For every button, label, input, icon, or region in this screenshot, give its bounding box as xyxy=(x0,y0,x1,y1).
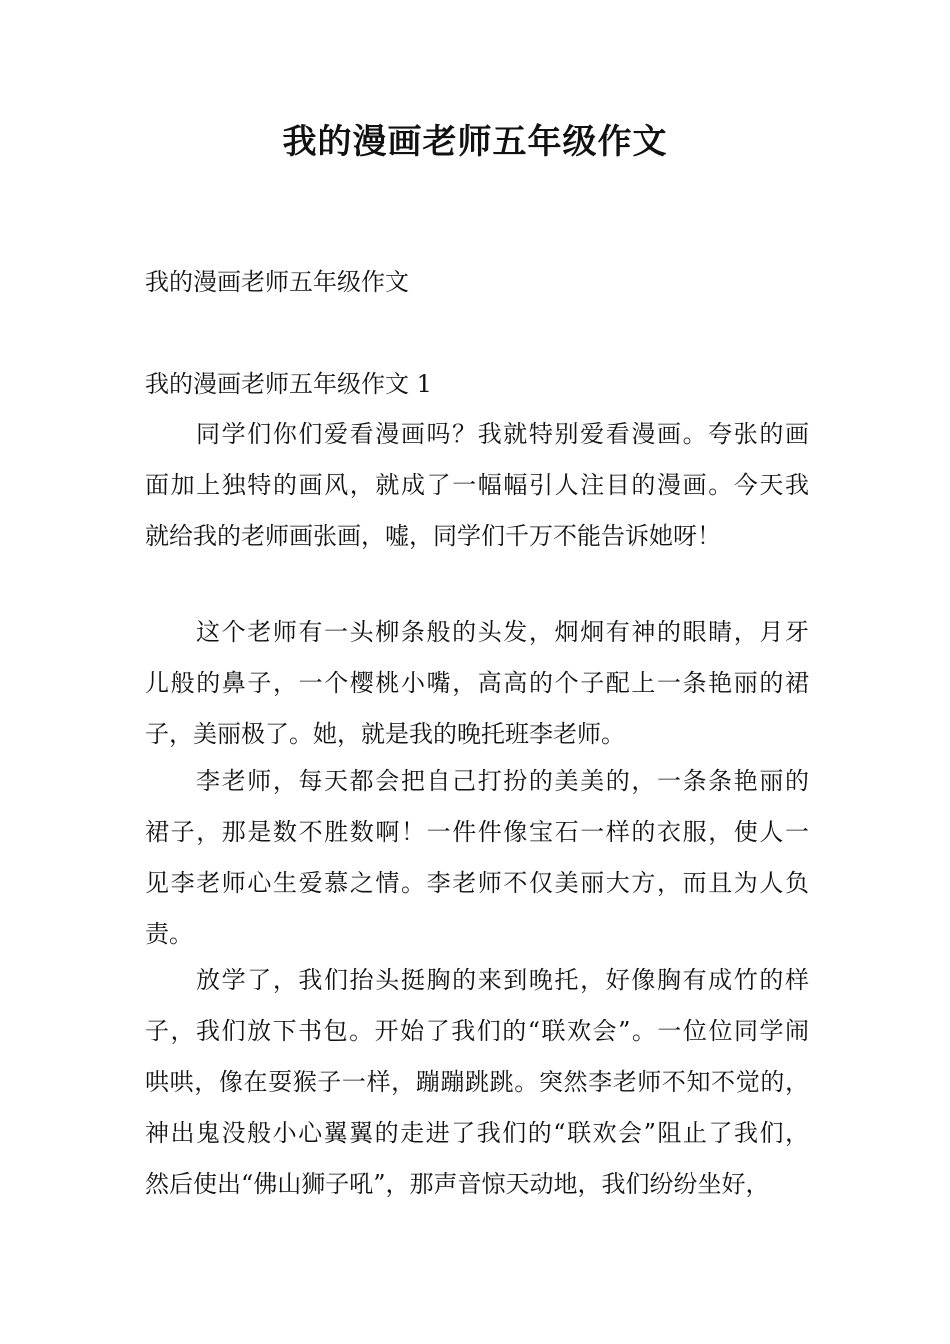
paragraph-line: 就给我的老师画张画，嘘，同学们千万不能告诉她呀！ xyxy=(145,522,721,550)
paragraph-line: 面加上独特的画风，就成了一幅幅引人注目的漫画。今天我 xyxy=(145,471,809,499)
paragraph-line: 哄哄，像在耍猴子一样，蹦蹦跳跳。突然李老师不知不觉的， xyxy=(145,1068,809,1096)
paragraph-line: 儿般的鼻子，一个樱桃小嘴，高高的个子配上一条艳丽的裙 xyxy=(145,669,809,697)
paragraph-line: 裙子，那是数不胜数啊！一件件像宝石一样的衣服，使人一 xyxy=(145,818,809,846)
document-subtitle: 我的漫画老师五年级作文 xyxy=(145,268,409,296)
section-heading: 我的漫画老师五年级作文 1 xyxy=(145,370,432,398)
paragraph-line: 责。 xyxy=(145,920,193,948)
paragraph-line: 李老师，每天都会把自己打扮的美美的，一条条艳丽的 xyxy=(196,767,809,795)
paragraph-4 xyxy=(145,955,809,1210)
paragraph-line: 这个老师有一头柳条般的头发，炯炯有神的眼睛，月牙 xyxy=(196,618,809,646)
paragraph-line: 子，我们放下书包。开始了我们的“联欢会”。一位位同学闹 xyxy=(145,1017,809,1045)
paragraph-3 xyxy=(145,756,809,960)
paragraph-line: 神出鬼没般小心翼翼的走进了我们的“联欢会”阻止了我们， xyxy=(145,1119,809,1147)
document-title: 我的漫画老师五年级作文 xyxy=(282,122,668,162)
paragraph-line: 放学了，我们抬头挺胸的来到晚托，好像胸有成竹的样 xyxy=(196,966,809,994)
paragraph-line: 子，美丽极了。她，就是我的晚托班李老师。 xyxy=(145,720,625,748)
paragraph-line: 见李老师心生爱慕之情。李老师不仅美丽大方，而且为人负 xyxy=(145,869,809,897)
paragraph-line: 同学们你们爱看漫画吗？我就特别爱看漫画。夸张的画 xyxy=(196,420,809,448)
paragraph-1 xyxy=(145,409,809,562)
paragraph-line: 然后使出“佛山狮子吼”，那声音惊天动地，我们纷纷坐好， xyxy=(145,1170,770,1198)
paragraph-2 xyxy=(145,607,809,760)
